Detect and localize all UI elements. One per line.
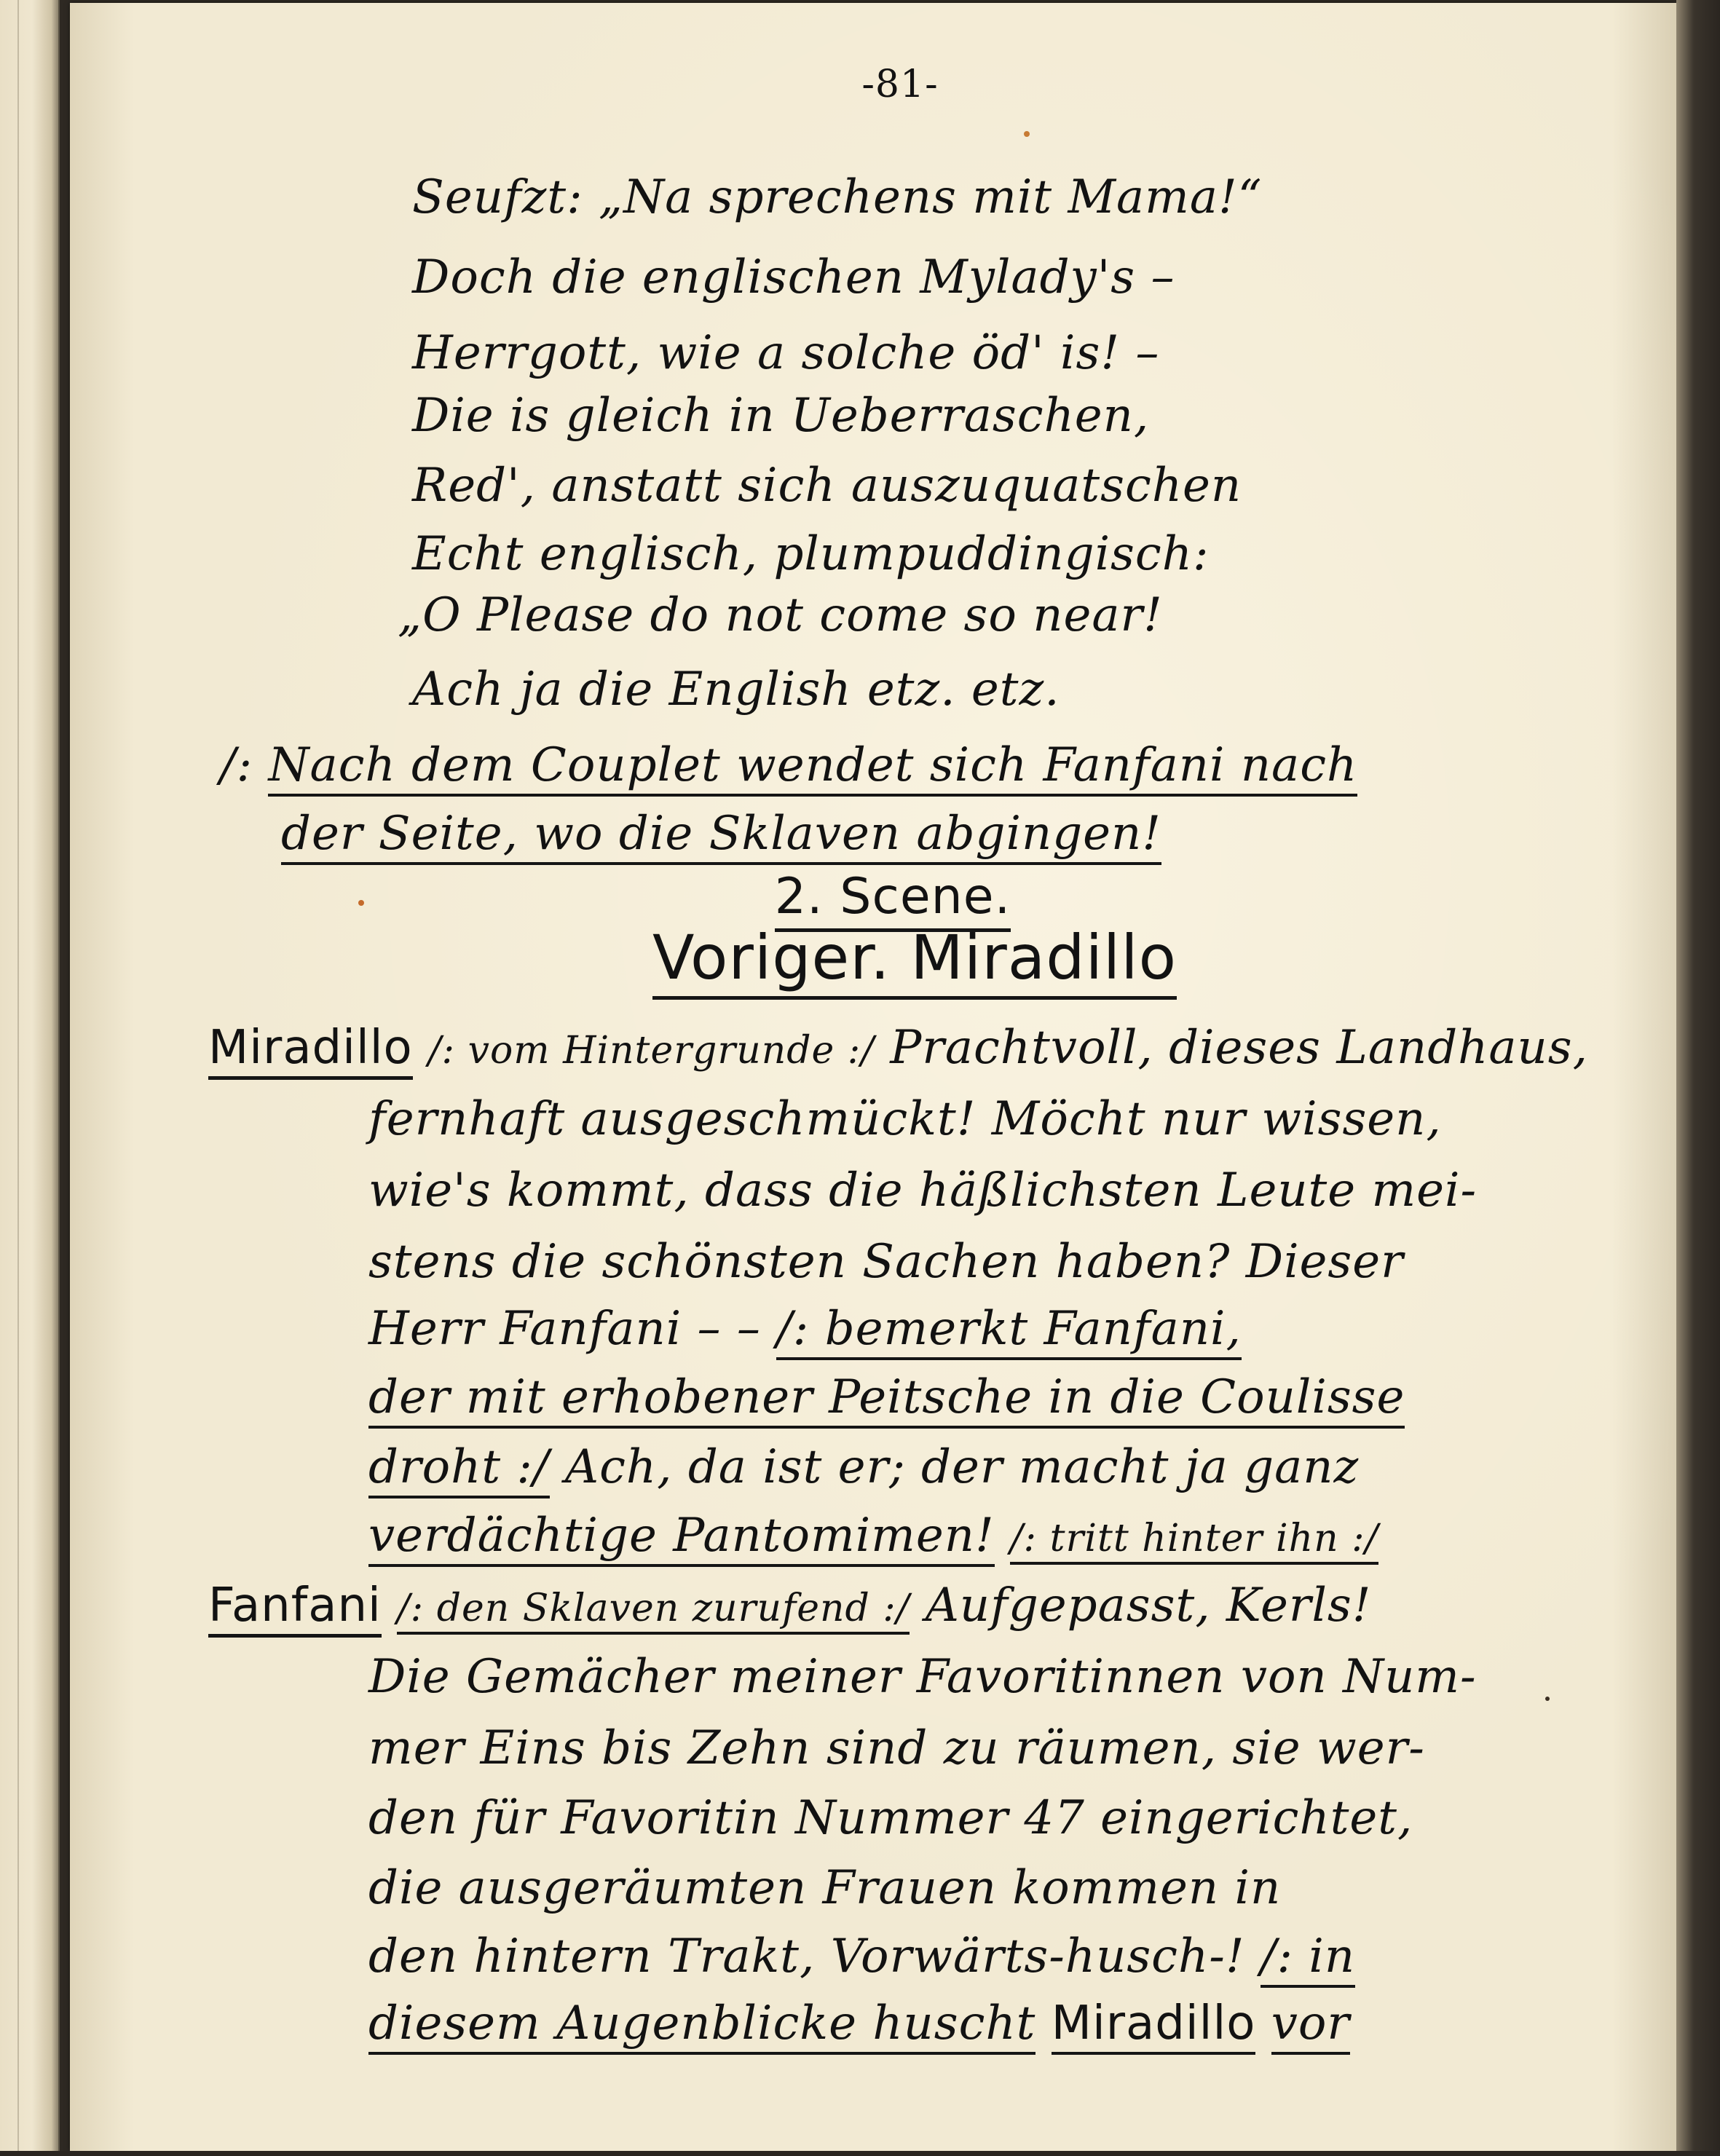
speech-line [368, 1997, 1350, 2050]
speech-line: Die Gemächer meiner Favoritinnen von Num- [368, 1650, 1477, 1704]
verse-line: Echt englisch, plumpuddingisch: [412, 527, 1210, 581]
speech-line [208, 1021, 1588, 1075]
facing-page-edge [0, 0, 60, 2156]
dialogue-text: Prachtvoll, dieses Landhaus, [890, 1021, 1588, 1075]
speech-line [368, 1370, 1405, 1424]
dialogue-text: Herr Fanfani – – [368, 1302, 761, 1356]
verse-line: Red', anstatt sich auszuquatschen [412, 459, 1242, 513]
scene-title [580, 922, 1250, 993]
verse-line: Doch die englischen Mylady's – [412, 250, 1175, 304]
speaker-name-in-direction: Miradillo [1052, 1997, 1256, 2055]
verse-line: „O Please do not come so near! [398, 588, 1163, 642]
verse-line: Herrgott, wie a solche öd' is! – [412, 326, 1160, 380]
stage-direction-text: Nach dem Couplet wendet sich Fanfani nach [268, 738, 1357, 797]
page-edge-line [17, 0, 19, 2156]
speech-line: den für Favoritin Nummer 47 eingerichtet, [368, 1791, 1413, 1845]
speech-line: stens die schönsten Sachen haben? Dieser [368, 1235, 1404, 1289]
ink-speck [1024, 131, 1030, 137]
stage-direction-text: /: in [1261, 1930, 1355, 1988]
scene-title-text: Voriger. Miradillo [652, 922, 1177, 1000]
speaker-name: Fanfani [208, 1579, 382, 1638]
stage-direction-text: der mit erhobener Peitsche in die Coulisse [368, 1370, 1405, 1429]
verse-line: Die is gleich in Ueberraschen, [412, 389, 1150, 443]
stage-direction [281, 807, 1161, 861]
speech-line [368, 1930, 1355, 1983]
speech-line: die ausgeräumten Frauen kommen in [368, 1861, 1282, 1915]
speech-line [368, 1509, 1378, 1563]
stage-direction-text: /: tritt hinter ihn :/ [1010, 1517, 1378, 1565]
stage-direction-marker: /: [220, 738, 253, 792]
stage-direction-text: diesem Augenblicke huscht [368, 1997, 1035, 2055]
speech-line: fernhaft ausgeschmückt! Möcht nur wissen, [368, 1092, 1442, 1146]
verse-line: Seufzt: „Na sprechens mit Mama!“ [412, 170, 1263, 224]
stage-direction-text: der Seite, wo die Sklaven abgingen! [281, 807, 1161, 865]
stage-direction-text: droht :/ [368, 1440, 550, 1498]
dialogue-text: den hintern Trakt, Vorwärts-husch-! [368, 1930, 1261, 1983]
dialogue-text: Ach, da ist er; der macht ja ganz [564, 1440, 1360, 1494]
scene-number [740, 868, 1046, 925]
stage-direction-text: /: den Sklaven zurufend :/ [397, 1587, 910, 1635]
page-number: -81- [861, 63, 939, 106]
speech-line [208, 1579, 1371, 1632]
speech-line: mer Eins bis Zehn sind zu räumen, sie wer- [368, 1721, 1425, 1775]
verse-line: Ach ja die English etz. etz. [412, 663, 1060, 716]
dialogue-text: verdächtige Pantomimen! [368, 1509, 995, 1567]
stage-direction-text: /: bemerkt Fanfani, [776, 1302, 1242, 1360]
stage-direction-text: vor [1271, 1997, 1350, 2055]
ink-speck [358, 900, 364, 906]
speech-line [368, 1440, 1359, 1494]
scene-number-text: 2. Scene. [775, 868, 1011, 932]
stage-direction [220, 738, 1357, 792]
page-right-edge [1676, 0, 1720, 2156]
speech-line: wie's kommt, dass die häßlichsten Leute mei- [368, 1164, 1478, 1217]
dialogue-text: Aufgepasst, Kerls! [925, 1579, 1372, 1632]
stage-direction-text: /: vom Hintergrunde :/ [428, 1029, 875, 1073]
speech-line [368, 1302, 1242, 1356]
speaker-name: Miradillo [208, 1021, 413, 1080]
manuscript-page [70, 3, 1676, 2151]
page-bottom-edge [0, 2151, 1720, 2156]
ink-speck [1545, 1697, 1550, 1701]
